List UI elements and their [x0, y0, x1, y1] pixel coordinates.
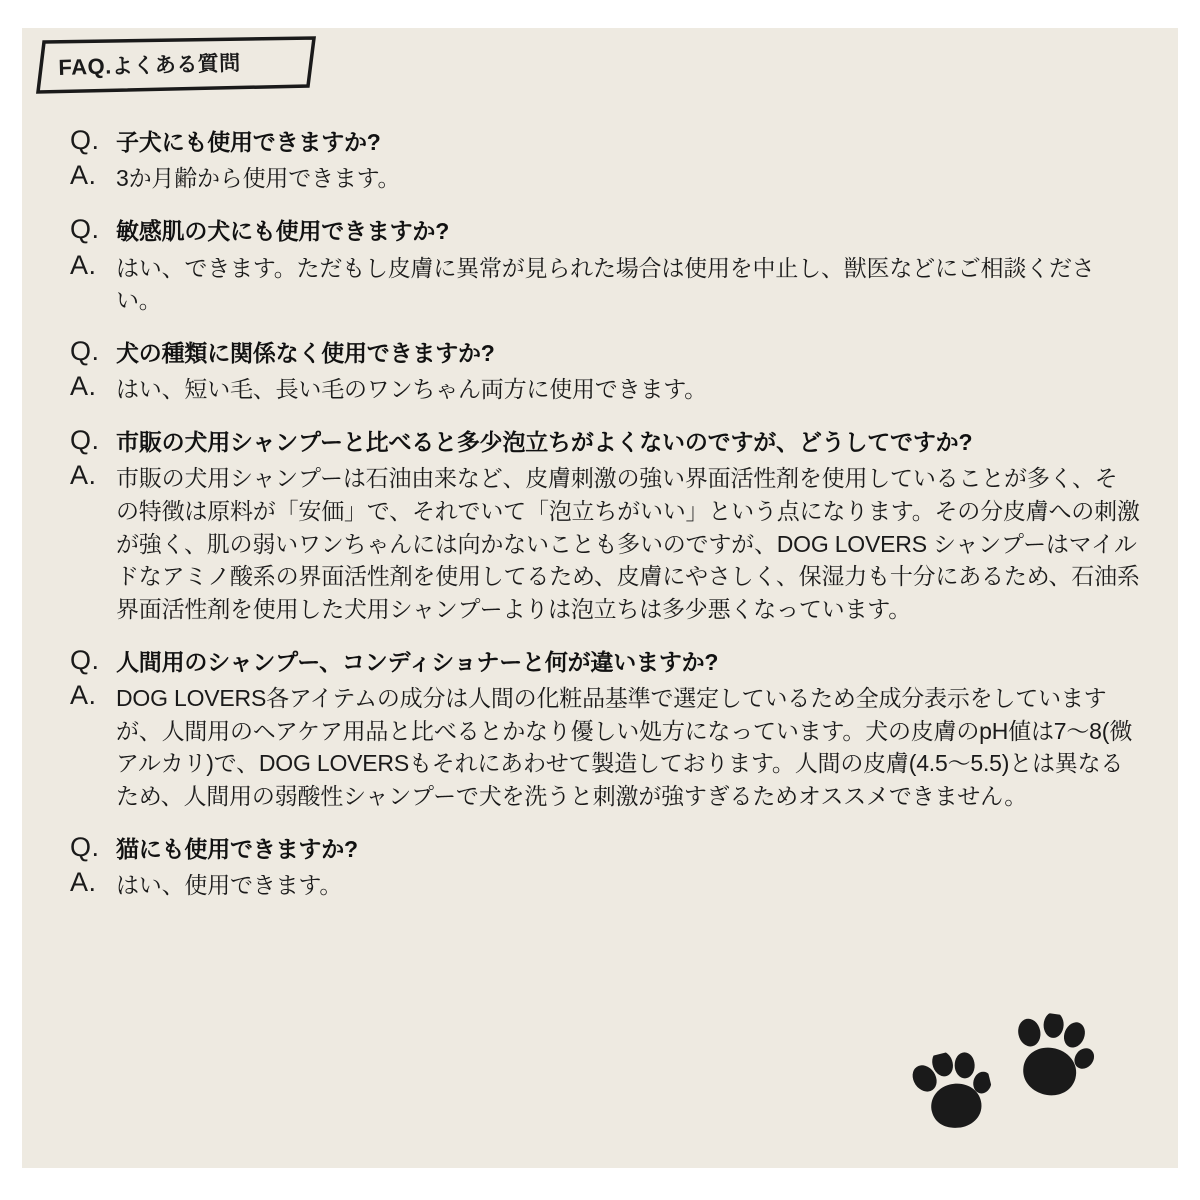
faq-question-row — [70, 644, 1140, 677]
faq-item — [70, 124, 1140, 195]
faq-tag-title: よくある質問 — [111, 51, 242, 79]
faq-answer-text: DOG LOVERS各アイテムの成分は人間の化粧品基準で選定しているため全成分表示をしていますが、人間用のヘアケア用品と比べるとかなり優しい処方になっています。犬の皮膚のpH値は7〜8(微アルカリ)で、DOG LOVERSもそれにあわせて製造しております。人間の皮膚(4.5〜5.5)とは異なるため、人間用の弱酸性シャンプーで犬を洗うと刺激が強すぎるためオススメできません。 — [116, 685, 1133, 810]
faq-question-row — [70, 124, 1140, 157]
paw-print-icon — [1004, 1009, 1099, 1108]
faq-answer-text: はい、できます。ただもし皮膚に異常が見られた場合は使用を中止し、獣医などにご相談ください。 — [116, 254, 1095, 314]
answer-marker: A. — [70, 371, 97, 402]
answer-marker: A. — [70, 249, 97, 280]
faq-list — [70, 124, 1140, 920]
faq-item — [70, 644, 1140, 813]
answer-marker: A. — [70, 160, 97, 191]
faq-question-text: 子犬にも使用できますか? — [116, 129, 381, 155]
faq-section-tag — [22, 36, 322, 98]
faq-item — [70, 213, 1140, 317]
faq-tag-text — [58, 47, 241, 82]
faq-question-row — [70, 213, 1140, 246]
faq-question-row — [70, 831, 1140, 864]
faq-answer-row — [70, 249, 1140, 317]
faq-item — [70, 424, 1140, 626]
faq-question-text: 犬の種類に関係なく使用できますか? — [116, 339, 495, 366]
faq-question-text: 敏感肌の犬にも使用できますか? — [116, 218, 450, 245]
faq-item — [70, 831, 1140, 902]
faq-answer-text: 市販の犬用シャンプーは石油由来など、皮膚刺激の強い界面活性剤を使用していることが多く、その特徴は原料が「安価」で、それでいて「泡立ちがいい」という点になります。その分皮膚への刺激が強く、肌の弱いワンちゃんには向かないことも多いのですが、DOG LOVERS シャンプーはマイルドなアミノ酸系の界面活性剤を使用してるため、皮膚にやさしく、保湿力も十分にあるため、石油系界面活性剤を使用した犬用シャンプーよりは泡立ちは多少悪くなっています。 — [116, 465, 1140, 622]
question-marker: Q. — [70, 125, 100, 155]
question-marker: Q. — [70, 214, 100, 245]
faq-question-text: 市販の犬用シャンプーと比べると多少泡立ちがよくないのですが、どうしてですか? — [116, 428, 973, 455]
faq-answer-row — [70, 159, 1140, 195]
faq-question-text: 猫にも使用できますか? — [116, 835, 358, 862]
faq-answer-text: はい、使用できます。 — [116, 872, 343, 899]
question-marker: Q. — [70, 644, 100, 675]
paw-print-icon — [905, 1044, 1001, 1142]
faq-answer-row — [70, 679, 1140, 813]
faq-answer-row — [70, 459, 1140, 625]
question-marker: Q. — [70, 424, 100, 455]
faq-item — [70, 335, 1140, 406]
question-marker: Q. — [70, 831, 100, 862]
answer-marker: A. — [70, 680, 97, 711]
faq-answer-row — [70, 370, 1140, 406]
answer-marker: A. — [70, 867, 97, 898]
answer-marker: A. — [70, 460, 97, 491]
faq-answer-text: 3か月齢から使用できます。 — [116, 165, 401, 192]
faq-answer-row — [70, 866, 1140, 902]
question-marker: Q. — [70, 335, 100, 366]
faq-question-row — [70, 424, 1140, 457]
faq-answer-text: はい、短い毛、長い毛のワンちゃん両方に使用できます。 — [116, 376, 707, 403]
paw-decoration — [914, 1014, 1104, 1134]
faq-question-text: 人間用のシャンプー、コンディショナーと何が違いますか? — [116, 648, 719, 675]
faq-question-row — [70, 335, 1140, 368]
faq-tag-prefix: FAQ. — [58, 53, 113, 80]
